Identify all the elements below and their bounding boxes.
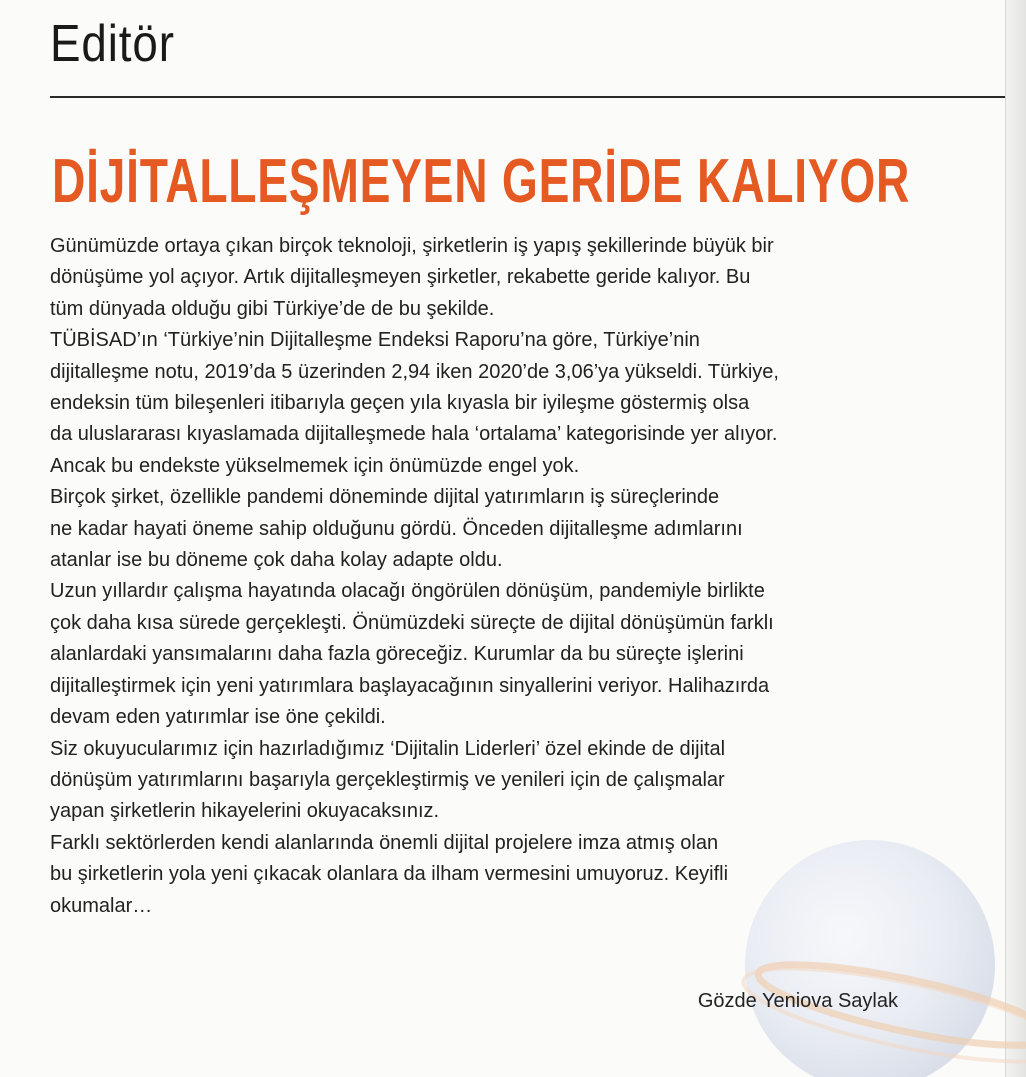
body-line: tüm dünyada olduğu gibi Türkiye’de de bu şekilde. bbox=[50, 297, 495, 320]
body-line: TÜBİSAD’ın ‘Türkiye’nin Dijitalleşme Endeksi Raporu’na göre, Türkiye’nin bbox=[50, 329, 700, 352]
body-line: okumalar… bbox=[50, 894, 153, 917]
body-line: Siz okuyucularımız için hazırladığımız ‘Dijitalin Liderleri’ özel ekinde de dijital bbox=[50, 737, 726, 760]
body-line: dijitalleştirmek için yeni yatırımlara başlayacağının sinyallerini veriyor. Halihazırda bbox=[50, 674, 770, 697]
body-line: ne kadar hayati öneme sahip olduğunu gördü. Önceden dijitalleşme adımlarını bbox=[50, 517, 743, 540]
body-line: Uzun yıllardır çalışma hayatında olacağı öngörülen dönüşüm, pandemiyle birlikte bbox=[50, 580, 765, 603]
body-line: Birçok şirket, özellikle pandemi döneminde dijital yatırımların iş süreçlerinde bbox=[50, 486, 720, 509]
article-body bbox=[50, 231, 930, 922]
header-rule bbox=[50, 96, 1005, 98]
body-line: dijitalleşme notu, 2019’da 5 üzerinden 2,94 iken 2020’de 3,06’ya yükseldi. Türkiye, bbox=[50, 360, 779, 383]
body-line: yapan şirketlerin hikayelerini okuyacaksınız. bbox=[50, 800, 440, 823]
body-line: bu şirketlerin yola yeni çıkacak olanlara da ilham vermesini umuyoruz. Keyifli bbox=[50, 863, 729, 886]
author-signature: Gözde Yeniova Saylak bbox=[697, 990, 898, 1012]
body-line: devam eden yatırımlar ise öne çekildi. bbox=[50, 706, 386, 729]
body-line: da uluslararası kıyaslamada dijitalleşmede hala ‘ortalama’ kategorisinde yer alıyor. bbox=[50, 423, 778, 446]
section-label: Editör bbox=[50, 15, 175, 73]
body-line: Günümüzde ortaya çıkan birçok teknoloji, şirketlerin iş yapış şekillerinde büyük bir bbox=[50, 235, 774, 257]
body-line: endeksin tüm bileşenleri itibarıyla geçen yıla kıyasla bir iyileşme göstermiş olsa bbox=[50, 392, 750, 415]
body-line: dönüşüme yol açıyor. Artık dijitalleşmeyen şirketler, rekabette geride kalıyor. Bu bbox=[50, 266, 751, 289]
body-line: çok daha kısa sürede gerçekleşti. Önümüzdeki süreçte de dijital dönüşümün farklı bbox=[50, 611, 774, 634]
body-line: dönüşüm yatırımlarını başarıyla gerçekleştirmiş ve yenileri için de çalışmalar bbox=[50, 768, 725, 791]
body-line: atanlar ise bu döneme çok daha kolay adapte oldu. bbox=[50, 549, 503, 572]
body-line: Ancak bu endekste yükselmemek için önümüzde engel yok. bbox=[50, 454, 580, 477]
article-headline: DİJİTALLEŞMEYEN GERİDE KALIYOR bbox=[52, 147, 911, 216]
body-line: alanlardaki yansımalarını daha fazla göreceğiz. Kurumlar da bu süreçte işlerini bbox=[50, 643, 744, 666]
body-line: Farklı sektörlerden kendi alanlarında önemli dijital projelere imza atmış olan bbox=[50, 831, 719, 854]
